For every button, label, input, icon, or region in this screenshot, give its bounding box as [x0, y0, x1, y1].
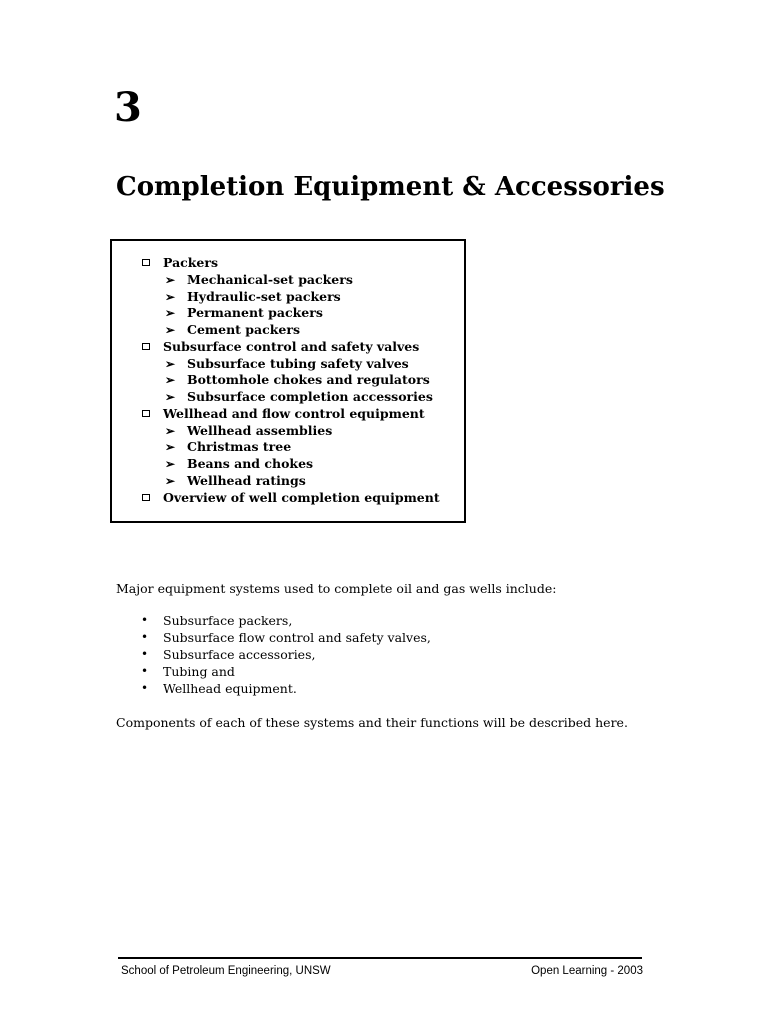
contents-subitem	[112, 272, 464, 289]
contents-subitem	[112, 322, 464, 339]
list-item-text: Subsurface flow control and safety valves,	[163, 630, 431, 645]
contents-subitem-label: Subsurface completion accessories	[187, 389, 433, 404]
arrowhead-bullet-icon: ➢	[165, 440, 176, 455]
checkbox-square-icon	[142, 410, 150, 417]
arrowhead-bullet-icon: ➢	[165, 457, 176, 471]
contents-subitem	[112, 372, 464, 389]
arrowhead-bullet-icon: ➢	[165, 473, 176, 488]
arrowhead-bullet-icon: ➢	[165, 323, 176, 337]
list-item-text: Wellhead equipment.	[163, 681, 297, 696]
contents-item-label: Subsurface control and safety valves	[163, 338, 420, 354]
chapter-title: Completion Equipment & Accessories	[116, 172, 665, 202]
list-item	[116, 680, 431, 697]
contents-subitem-label: Hydraulic-set packers	[187, 288, 341, 304]
contents-subitem	[112, 439, 464, 456]
bullet-icon: •	[141, 664, 149, 678]
contents-subitem-label: Subsurface tubing safety valves	[187, 355, 409, 371]
footer-edition: Open Learning - 2003	[531, 965, 643, 977]
list-item	[116, 646, 431, 663]
contents-subitem	[112, 289, 464, 306]
contents-item-label: Wellhead and flow control equipment	[163, 405, 425, 421]
closing-paragraph: Components of each of these systems and their functions will be described here.	[116, 715, 628, 730]
contents-subitem	[112, 423, 464, 440]
contents-subitem-label: Mechanical-set packers	[187, 271, 353, 287]
contents-subitem-label: Bottomhole chokes and regulators	[187, 372, 430, 388]
contents-subitem-label: Beans and chokes	[187, 456, 314, 471]
checkbox-square-icon	[142, 259, 150, 266]
arrowhead-bullet-icon: ➢	[165, 306, 176, 321]
contents-item-label: Overview of well completion equipment	[163, 489, 440, 505]
footer-institution: School of Petroleum Engineering, UNSW	[121, 965, 331, 977]
contents-subitem-label: Wellhead ratings	[187, 472, 306, 488]
list-item	[116, 663, 431, 680]
contents-subitem	[112, 305, 464, 322]
arrowhead-bullet-icon: ➢	[165, 356, 176, 371]
list-item	[116, 629, 431, 646]
contents-item	[112, 255, 464, 272]
checkbox-square-icon	[142, 343, 150, 350]
list-item-text: Subsurface packers,	[163, 613, 293, 628]
arrowhead-bullet-icon: ➢	[165, 390, 176, 404]
chapter-contents-box	[110, 239, 466, 523]
contents-subitem-label: Permanent packers	[187, 305, 323, 321]
list-item-text: Tubing and	[163, 664, 235, 679]
contents-subitem	[112, 356, 464, 373]
equipment-bullet-list	[116, 612, 431, 697]
contents-subitem	[112, 456, 464, 473]
contents-subitem	[112, 389, 464, 406]
bullet-icon: •	[141, 613, 149, 627]
arrowhead-bullet-icon: ➢	[165, 373, 176, 388]
bullet-icon: •	[141, 647, 149, 661]
chapter-number: 3	[114, 84, 142, 131]
list-item-text: Subsurface accessories,	[163, 647, 316, 662]
list-item	[116, 612, 431, 629]
bullet-icon: •	[141, 681, 149, 695]
contents-item	[112, 490, 464, 507]
intro-paragraph: Major equipment systems used to complete oil and gas wells include:	[116, 581, 557, 596]
checkbox-square-icon	[142, 494, 150, 501]
contents-item	[112, 339, 464, 356]
footer-rule	[118, 957, 642, 959]
bullet-icon: •	[141, 630, 149, 644]
contents-item	[112, 406, 464, 423]
chapter-contents-list	[112, 241, 464, 506]
contents-subitem-label: Wellhead assemblies	[187, 422, 333, 438]
arrowhead-bullet-icon: ➢	[165, 423, 176, 438]
contents-subitem-label: Christmas tree	[187, 439, 292, 455]
arrowhead-bullet-icon: ➢	[165, 289, 176, 304]
contents-subitem	[112, 473, 464, 490]
contents-subitem-label: Cement packers	[187, 322, 300, 337]
arrowhead-bullet-icon: ➢	[165, 272, 176, 287]
contents-item-label: Packers	[163, 255, 219, 270]
